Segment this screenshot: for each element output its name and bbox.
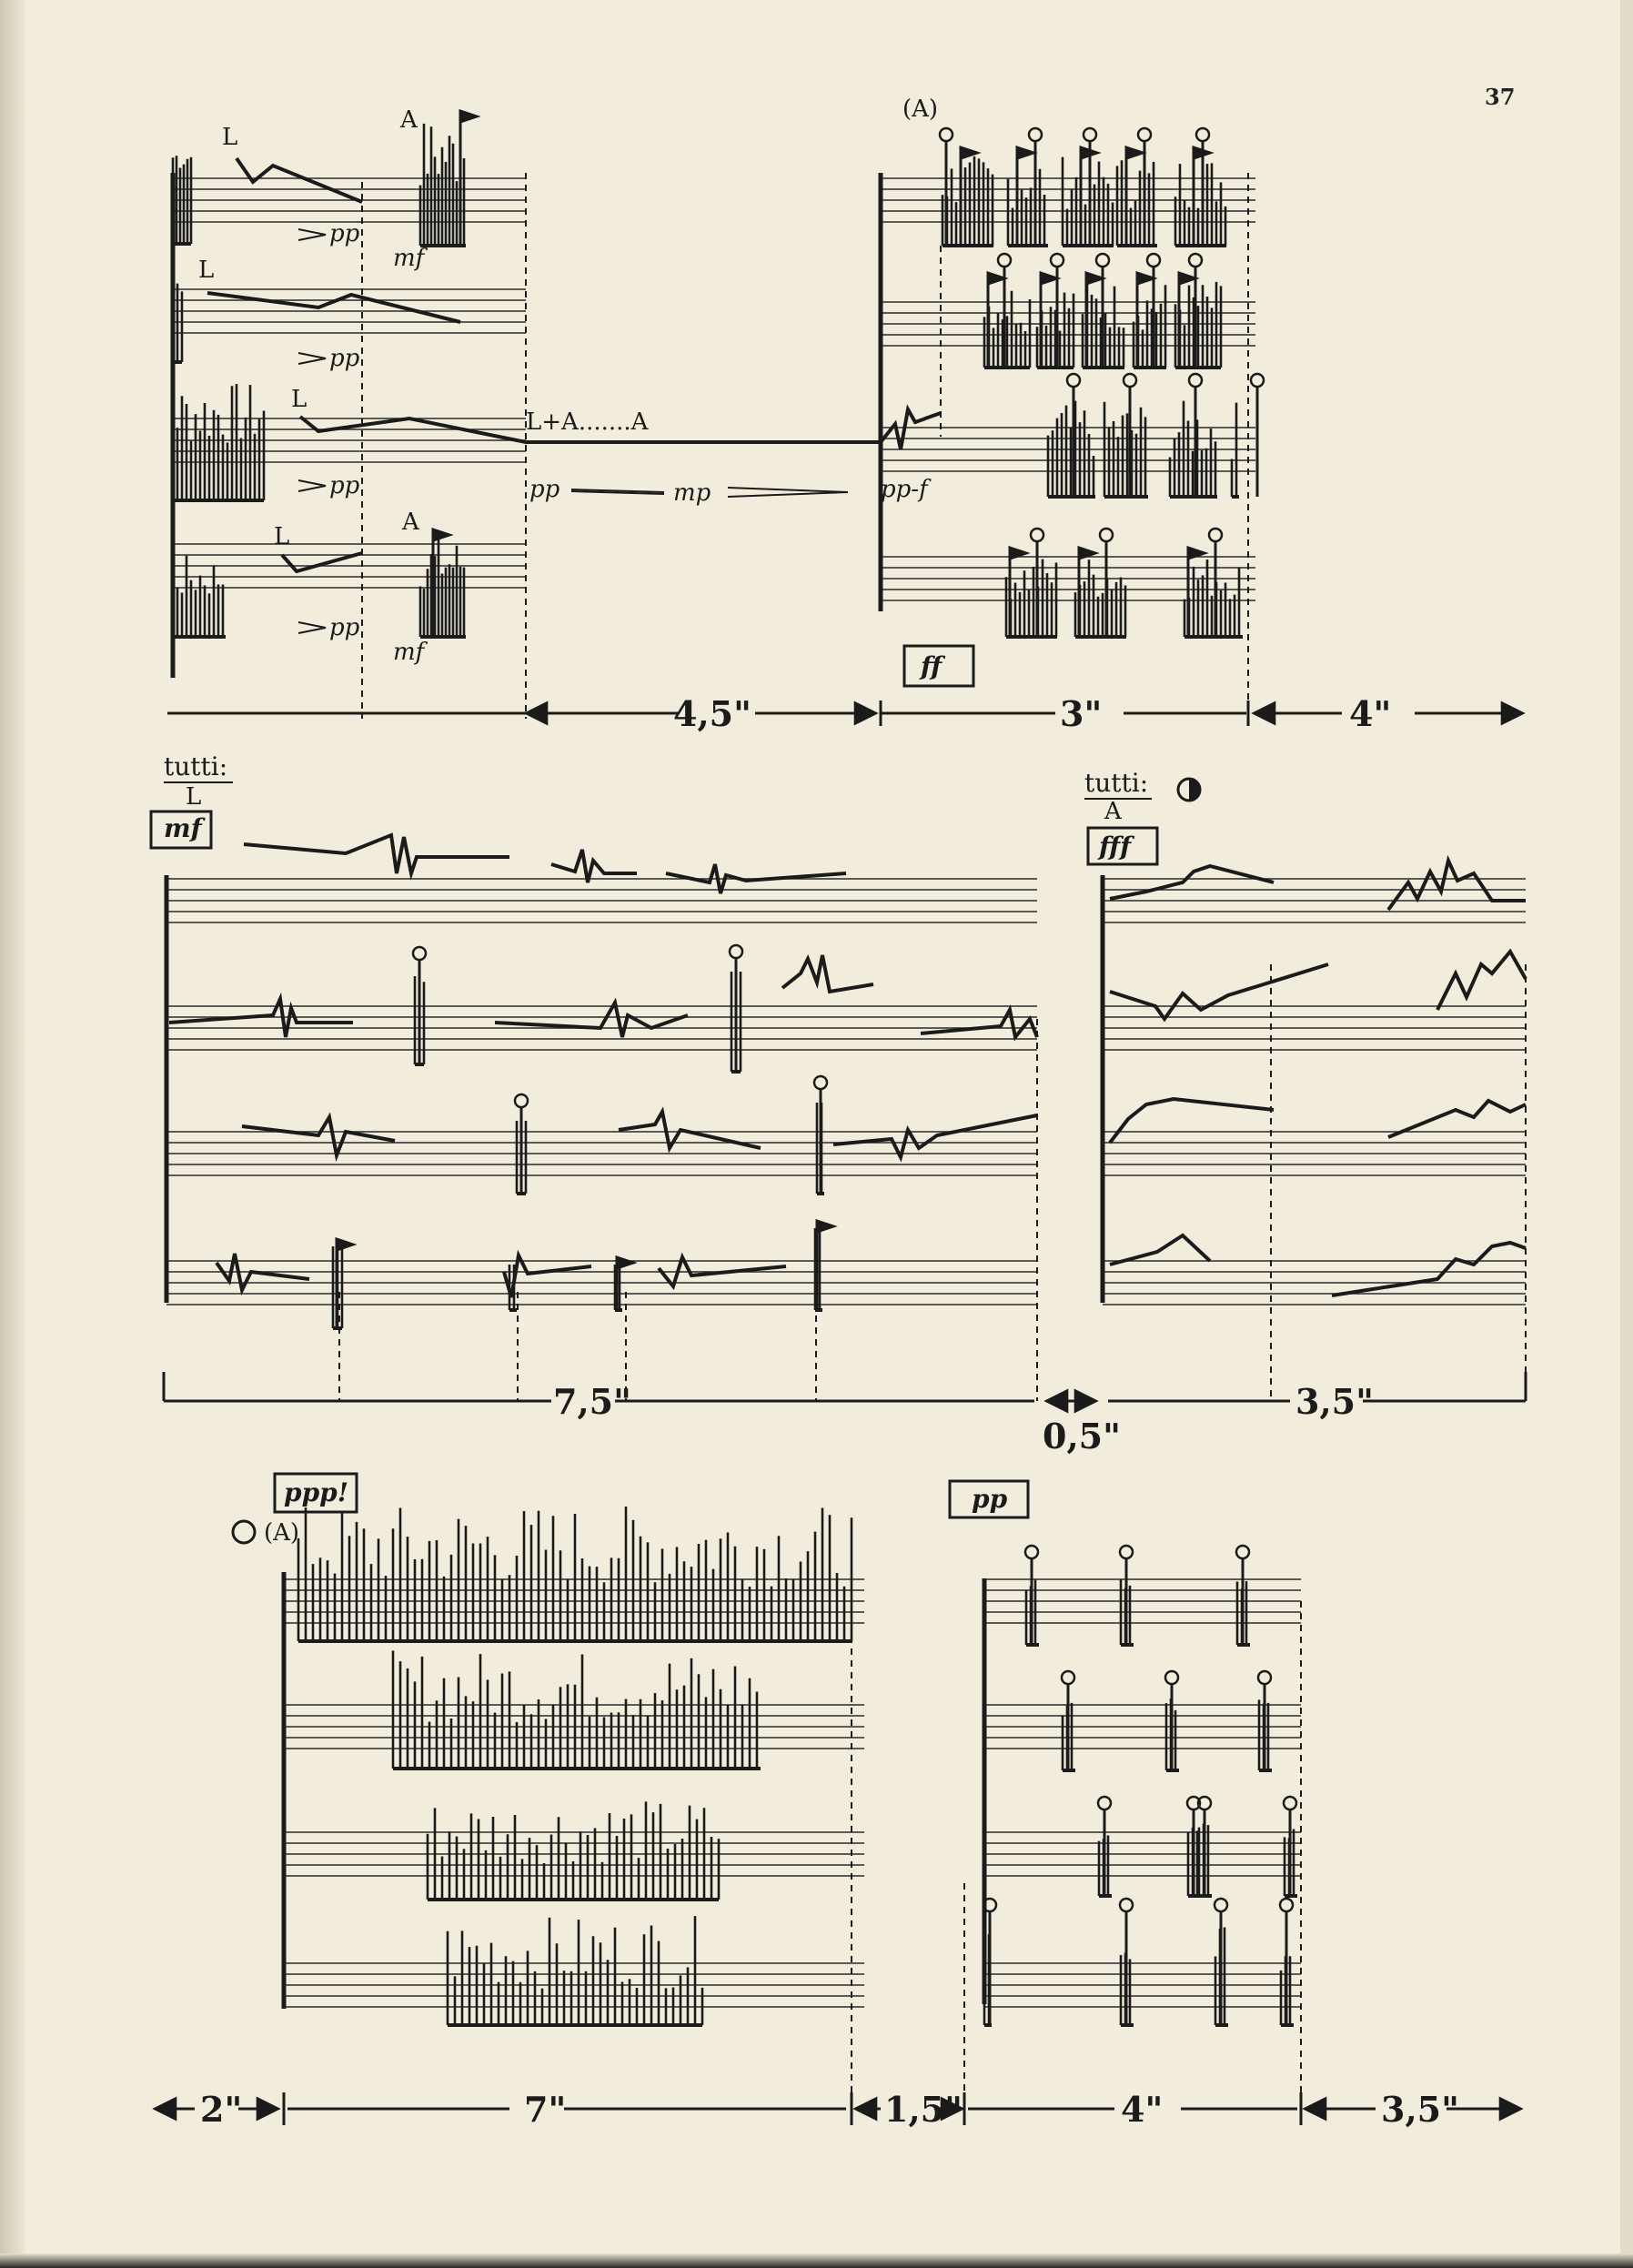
cluster [333,1239,353,1328]
duration-7: 7" [524,2089,567,2130]
duration-3-5-a: 3,5" [1295,1381,1374,1422]
cluster [1175,128,1226,246]
glissando-lines [169,158,1526,1297]
cluster [173,384,264,500]
dynamic-mf-box: mf [164,813,202,843]
duration-4: 4" [1349,693,1392,734]
cluster [1184,529,1243,637]
timeline-3 [155,2092,1521,2125]
cluster [1120,1546,1134,1645]
tutti-A-letter: A [1104,798,1122,825]
label-A-4: A [402,509,419,536]
flag-mark [1017,147,1033,158]
label-L-1: L [222,124,238,151]
dynamic-mp: mp [673,479,711,507]
circle-head [1189,374,1202,387]
circle-head [814,1076,827,1089]
circle-head [1098,1797,1111,1809]
cluster [1104,374,1148,497]
glissando [1110,1099,1274,1143]
glissando [1110,866,1274,899]
dynamic-mf-2: mf [393,639,425,666]
cluster [1280,1899,1294,2025]
cluster [1120,1899,1134,2025]
cluster [984,254,1030,368]
glissando [1110,964,1328,1019]
glissando [551,850,637,882]
cluster [413,947,426,1064]
cluster [1008,128,1048,246]
cluster [1134,254,1166,368]
dynamic-ppp: ppp! [284,1477,349,1507]
cluster [1117,128,1157,246]
circle-head [1236,1546,1249,1558]
cluster [1063,128,1114,246]
dynamic-pp-1: pp [329,220,360,247]
flag-mark [817,1221,833,1232]
circle-head [1031,529,1043,541]
page-number: 37 [1485,84,1516,110]
cluster [173,556,226,637]
circle-head [1280,1899,1293,1911]
dynamic-fff: fff [1099,832,1132,862]
tutti-L-letter: L [186,783,202,811]
flag-mark [1179,273,1195,284]
label-L-2: L [198,257,215,284]
cluster [448,1916,702,2025]
label-L-3: L [291,386,307,413]
cluster [815,1221,833,1310]
cluster [1006,529,1057,637]
circle-head [1147,254,1160,267]
open-circle-icon [233,1521,255,1543]
circle-head [1120,1899,1133,1911]
circle-head [1084,128,1096,141]
cluster [1170,374,1217,497]
label-L-plus-A: L+A.......A [526,408,649,436]
dynamic-pp-3: pp [329,472,360,499]
flag-mark [1041,273,1057,284]
circle-head [1051,254,1063,267]
glissando [244,835,509,873]
staff-lines [166,178,1526,2007]
flag-mark [1137,273,1154,284]
cluster [515,1094,528,1194]
cluster [420,529,466,637]
circle-head [1025,1546,1038,1558]
duration-3: 3" [1060,693,1103,734]
circle-head [1096,254,1109,267]
circle-head [1067,374,1080,387]
glissando [169,999,353,1037]
glissando [833,1115,1037,1157]
glissando [1332,1243,1526,1295]
cluster [1215,1899,1228,2025]
flag-mark [988,273,1004,284]
flag-mark [337,1239,353,1250]
circle-head [1165,1671,1178,1684]
label-L-4: L [274,523,290,550]
circle-head [1284,1797,1296,1809]
half-circle-icon [1178,779,1200,801]
glissando [881,409,941,449]
glissando [921,1010,1037,1037]
circle-head [515,1094,528,1107]
circle-head [1189,254,1202,267]
circle-head [1120,1546,1133,1558]
duration-2: 2" [200,2089,243,2130]
circle-head [1251,374,1264,387]
tutti-A-word: tutti: [1084,768,1149,798]
dynamic-pp-4: pp [329,614,360,641]
cluster [1284,1797,1297,1896]
label-A-group: (A) [902,96,939,123]
duration-0-5: 0,5" [1043,1416,1121,1457]
circle-head [1062,1671,1074,1684]
glissando [1388,861,1526,910]
cluster [428,1801,719,1900]
dynamic-mf-1: mf [393,245,425,272]
circle-head [940,128,953,141]
circle-head [413,947,426,960]
circle-head [998,254,1011,267]
cluster [1048,374,1095,497]
cluster [1175,254,1221,368]
glissando [782,955,873,992]
cluster [615,1257,633,1310]
circle-head [1209,529,1222,541]
dynamic-pp-box: pp [972,1484,1008,1514]
label-A-1: A [400,106,418,134]
circle-head [1215,1899,1227,1911]
glissando [242,1117,395,1155]
cluster [1075,529,1126,637]
circle-head [1029,128,1042,141]
cluster [1083,254,1124,368]
label-A-open: (A) [264,1519,300,1547]
circle-head [1100,529,1113,541]
flag-mark [460,111,477,122]
circle-head [1138,128,1151,141]
glissando [504,1255,591,1297]
cluster [1165,1671,1179,1770]
cluster [1258,1671,1272,1770]
cluster [1025,1546,1039,1645]
duration-4-b: 4" [1121,2089,1164,2130]
cluster [298,1507,852,1641]
glissando [237,158,362,202]
circle-head [1124,374,1136,387]
system-barlines [166,173,1103,2009]
cluster [1062,1671,1075,1770]
dynamic-ff: ff [921,651,943,681]
glissando [1437,952,1526,1010]
circle-head [730,945,742,958]
glissando [495,1003,688,1037]
cluster [1037,254,1074,368]
duration-1-5: 1,5" [884,2089,963,2130]
glissando [207,293,460,322]
flag-mark [1126,147,1143,158]
cluster [1198,1797,1212,1896]
cluster [393,1650,761,1769]
dynamic-pp-2: pp [329,345,360,372]
flag-mark [433,529,449,540]
circle-head [1258,1671,1271,1684]
flag-mark [1086,273,1103,284]
cluster [730,945,742,1072]
timeline-1 [167,701,1523,726]
dynamic-pp-5: pp [529,476,560,503]
tutti-L-word: tutti: [164,751,228,781]
cluster [940,128,993,246]
duration-4-5: 4,5" [673,693,751,734]
duration-7-5: 7,5" [553,1381,631,1422]
cluster [1098,1797,1112,1896]
glissando [282,553,362,571]
flag-mark [617,1257,633,1268]
cluster [1236,1546,1250,1645]
circle-head [1196,128,1209,141]
dynamic-pp-f: pp-f [881,476,928,503]
duration-3-5-b: 3,5" [1381,2089,1459,2130]
